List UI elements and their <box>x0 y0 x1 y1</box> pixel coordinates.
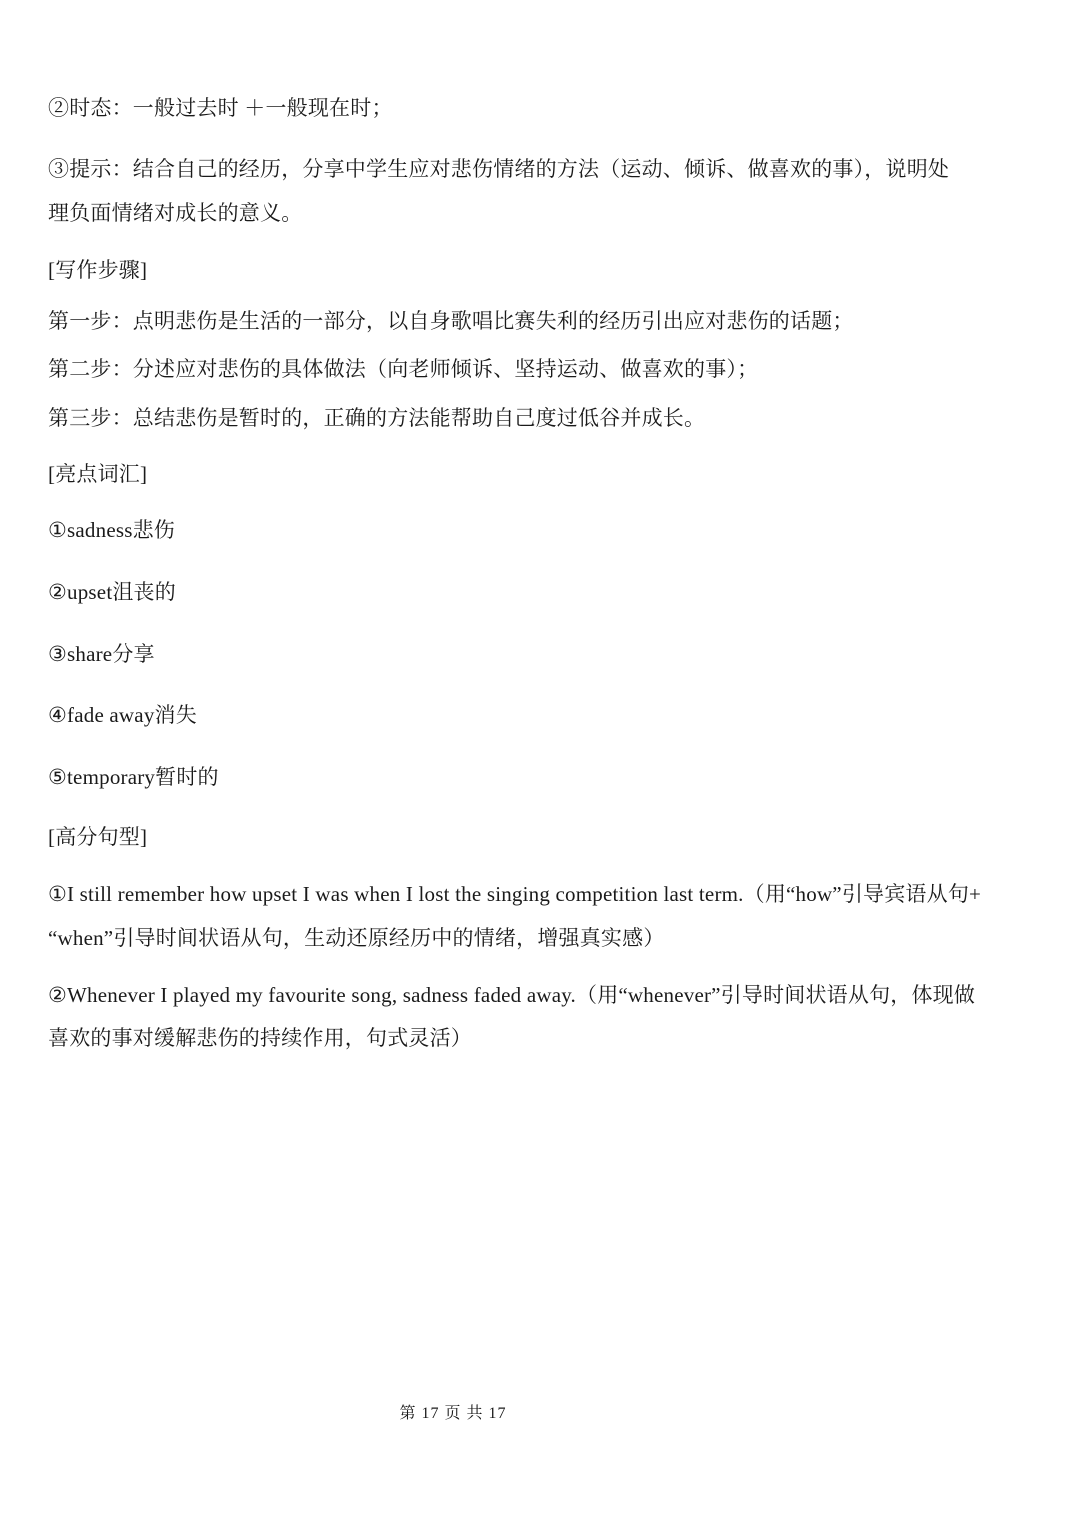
vocabulary-item: ①sadness悲伤 <box>48 518 175 542</box>
writing-steps-heading: [写作步骤] <box>48 258 148 282</box>
sentence-2-line-1: ②Whenever I played my favourite song, sadness faded away.（用“whenever”引导时间状语从句，体现做 <box>48 983 976 1007</box>
writing-step-2: 第二步：分述应对悲伤的具体做法（向老师倾诉、坚持运动、做喜欢的事）； <box>48 357 759 381</box>
vocabulary-item: ②upset沮丧的 <box>48 580 176 604</box>
sentence-2-line-2: 喜欢的事对缓解悲伤的持续作用，句式灵活） <box>48 1026 472 1050</box>
writing-step-3: 第三步：总结悲伤是暂时的，正确的方法能帮助自己度过低谷并成长。 <box>48 406 706 430</box>
vocabulary-heading: [亮点词汇] <box>48 462 148 486</box>
page-number-footer: 第 17 页 共 17 <box>399 1405 507 1422</box>
hint-line-2: 理负面情绪对成长的意义。 <box>48 201 303 225</box>
writing-step-1: 第一步：点明悲伤是生活的一部分，以自身歌唱比赛失利的经历引出应对悲伤的话题； <box>48 309 854 333</box>
sentence-1-line-1: ①I still remember how upset I was when I lost the singing competition last term.（用“how”引导宾语从句+ <box>48 882 982 906</box>
hint-line-1: ③提示：结合自己的经历，分享中学生应对悲伤情绪的方法（运动、倾诉、做喜欢的事），说明处 <box>48 157 950 181</box>
vocabulary-item: ⑤temporary暂时的 <box>48 765 219 789</box>
sentences-heading: [高分句型] <box>48 825 148 849</box>
vocabulary-item: ④fade away消失 <box>48 703 197 727</box>
tense-line: ②时态：一般过去时 ＋一般现在时； <box>48 96 393 120</box>
vocabulary-item: ③share分享 <box>48 642 155 666</box>
sentence-1-line-2: “when”引导时间状语从句，生动还原经历中的情绪，增强真实感） <box>48 926 665 950</box>
